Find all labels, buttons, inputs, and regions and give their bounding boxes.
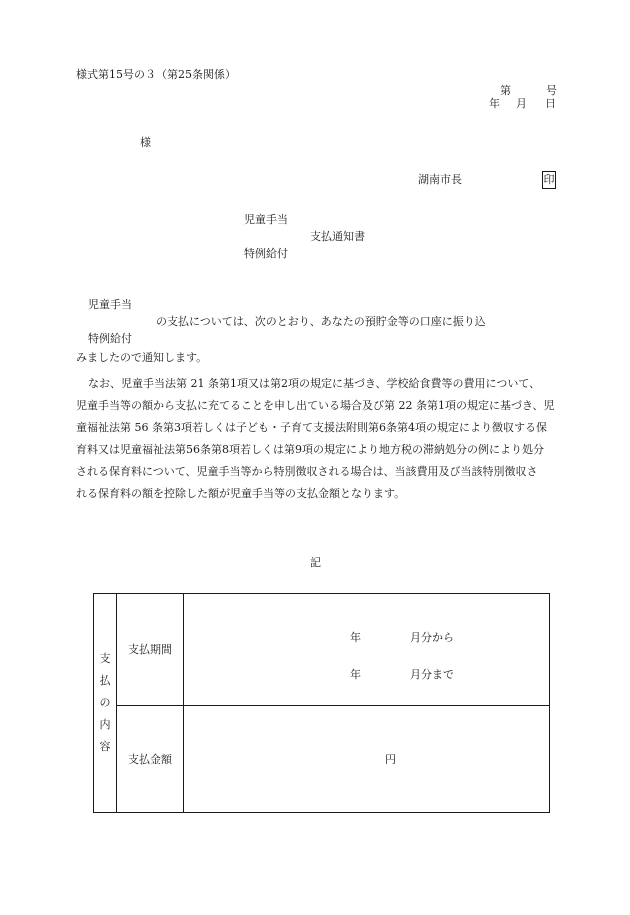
payment-amount-value: [184, 706, 550, 813]
amount-yen: 円: [385, 753, 396, 766]
note-line: れる保育料の額を控除した額が児童手当等の支払金額となります。: [76, 487, 406, 500]
note-line: 児童手当等の額から支払に充てることを申し出ている場合及び第 22 条第1項の規定に基づき、児: [76, 399, 555, 412]
period-from-year: 年: [350, 631, 361, 644]
group-label-char: 払: [99, 674, 111, 687]
note-line: 育料又は児童福祉法第56条第8項若しくは第9項の規定により地方税の滞納処分の例により処分: [76, 443, 544, 456]
payment-period-value: [184, 594, 550, 706]
ki-heading: 記: [310, 556, 321, 569]
date-year: 年: [489, 97, 500, 110]
title-line1: 児童手当: [244, 213, 288, 226]
date-day: 日: [545, 97, 556, 110]
payment-period-label: 支払期間: [117, 594, 184, 706]
group-label-char: 内: [99, 718, 111, 731]
period-to-year: 年: [350, 668, 361, 681]
payment-content-group-label: [94, 594, 117, 813]
note-line: される保育料について、児童手当等から特別徴収される場合は、当該費用及び当該特別徴収さ: [76, 465, 538, 478]
group-label-char: 支: [99, 652, 111, 665]
period-row: [94, 594, 550, 706]
payment-amount-label: 支払金額: [117, 706, 184, 813]
period-from-month: 月分から: [410, 631, 454, 644]
issuer-name: 湖南市長: [418, 173, 462, 186]
title-line2: 支払通知書: [310, 230, 365, 243]
title-line3: 特例給付: [244, 247, 288, 260]
doc-number-go: 号: [546, 84, 557, 97]
intro-middle: の支払については、次のとおり、あなたの預貯金等の口座に振り込: [156, 315, 486, 328]
note-line: なお、児童手当法第 21 条第1項又は第2項の規定に基づき、学校給食費等の費用について、: [88, 377, 541, 390]
amount-row: [94, 706, 550, 813]
form-label: 様式第15号の３（第25条関係）: [76, 68, 236, 81]
group-label-char: の: [99, 696, 111, 709]
seal-stamp: 印: [542, 171, 556, 189]
doc-number-dai: 第: [500, 84, 511, 97]
addressee-honorific: 様: [140, 136, 151, 149]
period-to-month: 月分まで: [410, 668, 454, 681]
note-paragraph: [76, 373, 556, 505]
group-label-char: 容: [99, 740, 111, 753]
intro-top: 児童手当: [88, 298, 132, 311]
intro-bottom: 特例給付: [88, 332, 132, 345]
date-month: 月: [516, 97, 527, 110]
intro-continuation: みましたので通知します。: [76, 351, 208, 364]
payment-details-table: [93, 593, 550, 813]
note-line: 童福祉法第 56 条第3項若しくは子ども・子育て支援法附則第6条第4項の規定により徴収する保: [76, 421, 547, 434]
